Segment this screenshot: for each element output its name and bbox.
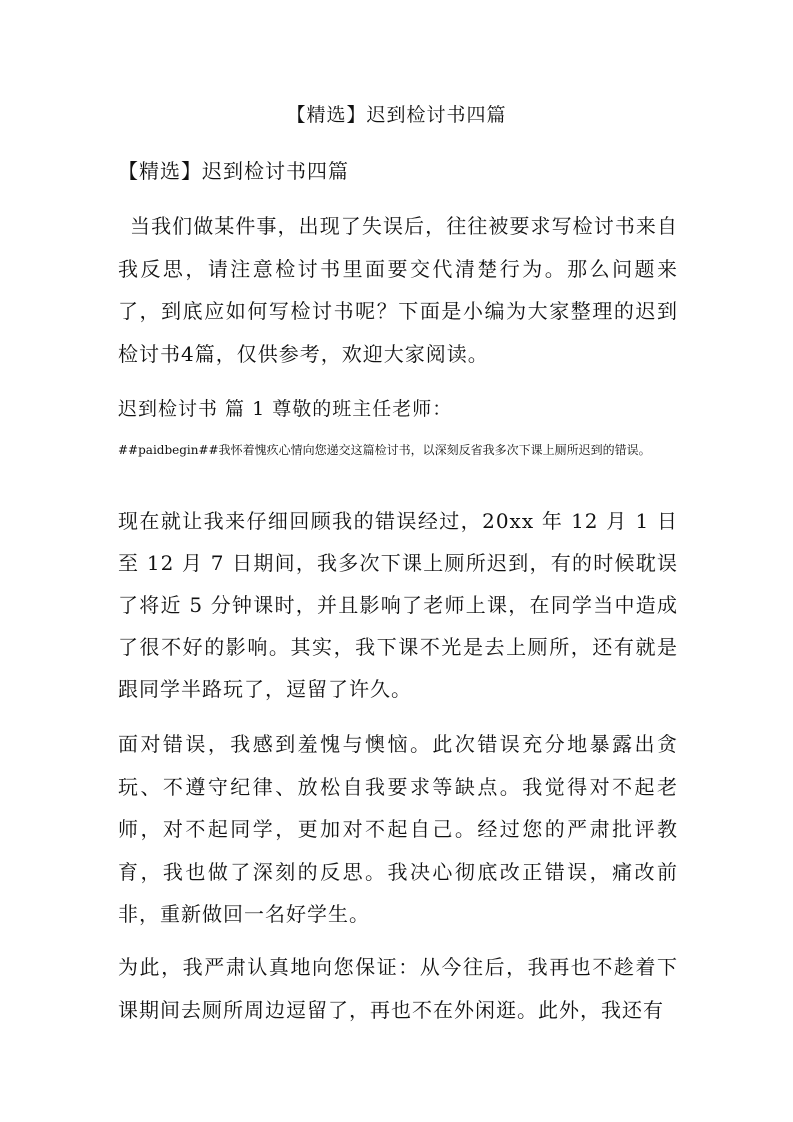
body-paragraph: 面对错误，我感到羞愧与懊恼。此次错误充分地暴露出贪玩、不遵守纪律、放松自我要求等缺点。我觉得对不起老师，对不起同学，更加对不起自己。经过您的严肃批评教育，我也做了深刻的反思。我决心彻底改正错误，痛改前非，重新做回一名好学生。 xyxy=(118,732,678,926)
body-paragraph: 现在就让我来仔细回顾我的错误经过，20xx 年 12 月 1 日至 12 月 7 日期间，我多次下课上厕所迟到，有的时候耽误了将近 5 分钟课时，并且影响了老师上课，在同学当中造成了很不好的影响。其实，我下课不光是去上厕所，还有就是跟同学半路玩了，逗留了许久。 xyxy=(118,509,678,701)
document-subtitle: 【精选】迟到检讨书四篇 xyxy=(118,159,349,183)
intro-paragraph: 当我们做某件事，出现了失误后，往往被要求写检讨书来自我反思，请注意检讨书里面要交代清楚行为。那么问题来了，到底应如何写检讨书呢？下面是小编为大家整理的迟到检讨书4篇，仅供参考，欢迎大家阅读。 xyxy=(118,214,678,366)
section-heading: 迟到检讨书 篇 1 尊敬的班主任老师： xyxy=(118,398,453,420)
document-title: 【精选】迟到检讨书四篇 xyxy=(286,104,507,126)
body-paragraph: 为此，我严肃认真地向您保证：从今往后，我再也不趁着下课期间去厕所周边逗留了，再也不在外闲逛。此外，我还有 xyxy=(118,955,678,1022)
paid-note: ##paidbegin##我怀着愧疚心情向您递交这篇检讨书，以深刻反省我多次下课上厕所迟到的错误。 xyxy=(118,443,651,457)
